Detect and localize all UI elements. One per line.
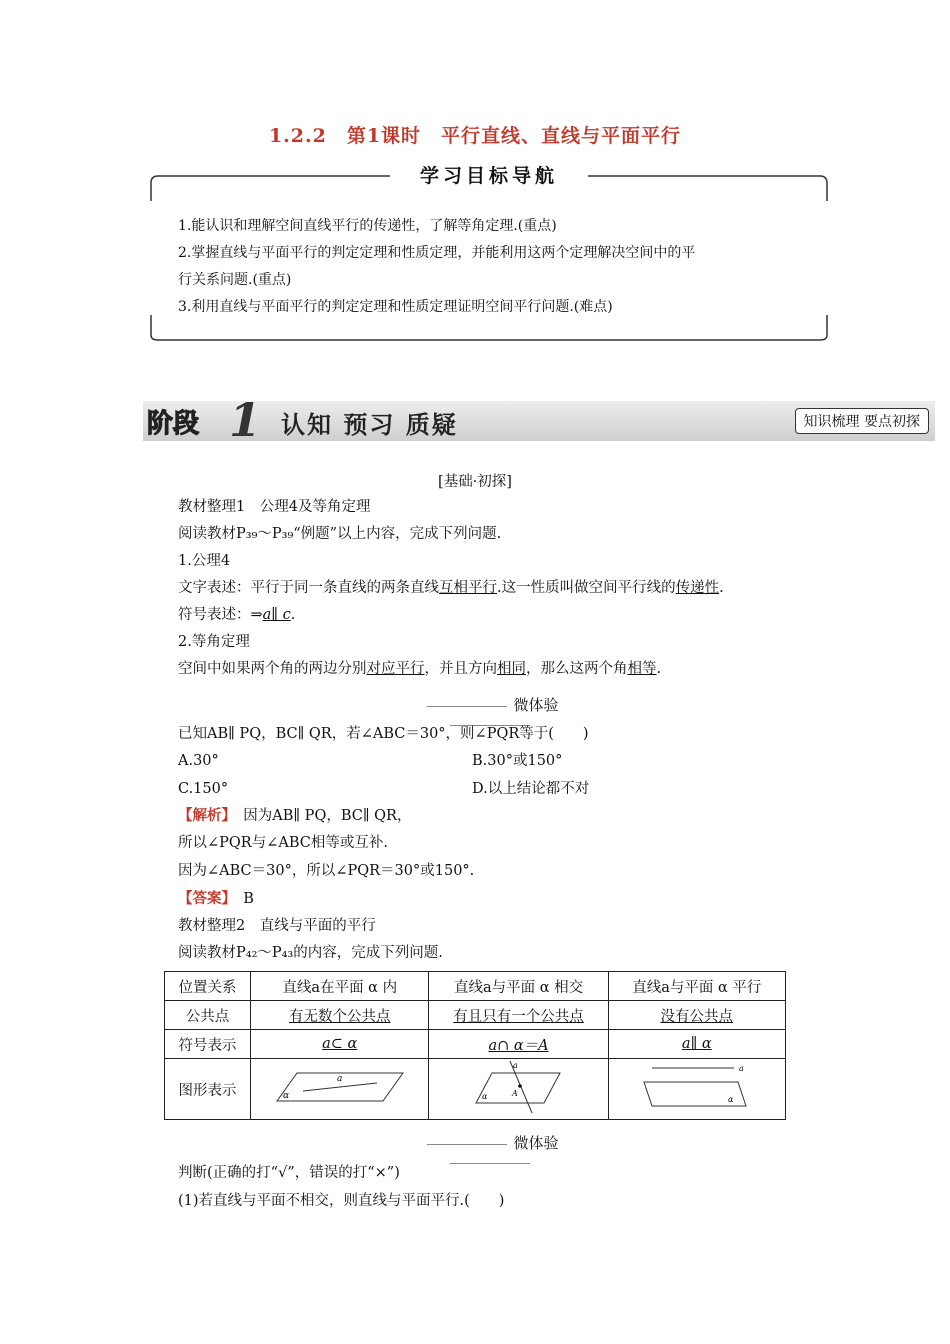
table-header: 位置关系 [165, 972, 251, 1001]
objective-item: 3.利用直线与平面平行的判定定理和性质定理证明空间平行问题.(难点) [178, 299, 613, 315]
material1-heading: 教材整理1 公理4及等角定理 [178, 499, 371, 515]
svg-text:a: a [336, 1074, 343, 1084]
judge-question: (1)若直线与平面不相交，则直线与平面平行.( ) [178, 1193, 505, 1209]
line-in-plane-figure [275, 1067, 405, 1107]
stage-tag: 知识梳理 要点初探 [795, 408, 929, 434]
analysis-line: 【解析】 因为AB∥ PQ，BC∥ QR， [178, 807, 412, 824]
micro-experience-divider: 微体验 [380, 694, 600, 733]
line-intersect-figure [474, 1059, 564, 1115]
material1-read: 阅读教材P₃₉～P₃₉“例题”以上内容，完成下列问题. [178, 526, 502, 542]
table-cell: 有且只有一个公共点 [429, 1001, 608, 1030]
equal-angle-text: 空间中如果两个角的两边分别对应平行，并且方向相同，那么这两个角相等. [178, 661, 662, 677]
table-row [165, 1030, 786, 1059]
line-parallel-figure [642, 1062, 752, 1112]
table-cell: a⊂ α [251, 1030, 429, 1059]
table-cell: 没有公共点 [608, 1001, 785, 1030]
objective-item: 1.能认识和理解空间直线平行的传递性，了解等角定理.(重点) [178, 218, 557, 234]
stage-title: 认知 预习 质疑 [281, 410, 458, 439]
table-cell: 符号表示 [165, 1030, 251, 1059]
table-row [165, 1001, 786, 1030]
analysis-line: 因为∠ABC＝30°，所以∠PQR＝30°或150°. [178, 863, 475, 879]
table-row [165, 972, 786, 1001]
table-row [165, 1059, 786, 1120]
stage-banner [143, 393, 935, 447]
question-text: 已知AB∥ PQ，BC∥ QR，若∠ABC＝30°，则∠PQR等于( ) [178, 726, 589, 742]
svg-text:α: α [727, 1095, 734, 1104]
answer-line: 【答案】 B [178, 890, 254, 907]
relation-table [164, 971, 786, 1120]
svg-text:α: α [481, 1092, 487, 1101]
figure-line-in-plane [251, 1059, 429, 1120]
svg-text:A: A [511, 1089, 518, 1098]
option-a: A.30° [178, 753, 219, 769]
equal-angle-heading: 2.等角定理 [178, 634, 250, 650]
stage-label: 阶段 [147, 409, 200, 439]
judge-instruction: 判断(正确的打“√”，错误的打“×”) [178, 1165, 400, 1181]
objectives-box [150, 165, 828, 340]
svg-text:α: α [282, 1091, 289, 1101]
material2-heading: 教材整理2 直线与平面的平行 [178, 918, 376, 934]
table-cell: a∥ α [608, 1030, 785, 1059]
objective-item: 行关系问题.(重点) [178, 272, 292, 288]
axiom-symbol: 符号表述：⇒a∥ c. [178, 607, 296, 623]
axiom-text: 文字表述：平行于同一条直线的两条直线互相平行.这一性质叫做空间平行线的传递性. [178, 580, 724, 596]
option-b: B.30°或150° [472, 753, 563, 769]
table-cell: 有无数个公共点 [251, 1001, 429, 1030]
svg-text:a: a [738, 1064, 744, 1073]
table-cell: 图形表示 [165, 1059, 251, 1120]
option-c: C.150° [178, 781, 229, 797]
table-cell: a∩ α＝A [429, 1030, 608, 1059]
table-header: 直线a与平面 α 相交 [429, 972, 608, 1001]
material2-read: 阅读教材P₄₂～P₄₃的内容，完成下列问题. [178, 945, 443, 961]
option-d: D.以上结论都不对 [472, 781, 590, 797]
stage-number: 1 [229, 393, 262, 447]
svg-text:a: a [512, 1061, 518, 1070]
axiom-heading: 1.公理4 [178, 553, 231, 569]
table-header: 直线a在平面 α 内 [251, 972, 429, 1001]
section-label: [基础·初探] [438, 474, 512, 490]
objective-item: 2.掌握直线与平面平行的判定定理和性质定理，并能利用这两个定理解决空间中的平 [178, 245, 696, 261]
analysis-line: 所以∠PQR与∠ABC相等或互补. [178, 835, 388, 851]
page-title: 1.2.2 第1课时 平行直线、直线与平面平行 [268, 125, 682, 147]
figure-line-parallel-plane [608, 1059, 785, 1120]
objectives-heading: 学习目标导航 [414, 165, 564, 187]
figure-line-intersect-plane [429, 1059, 608, 1120]
micro-experience-divider: 微体验 [380, 1132, 600, 1171]
table-cell: 公共点 [165, 1001, 251, 1030]
table-header: 直线a与平面 α 平行 [608, 972, 785, 1001]
